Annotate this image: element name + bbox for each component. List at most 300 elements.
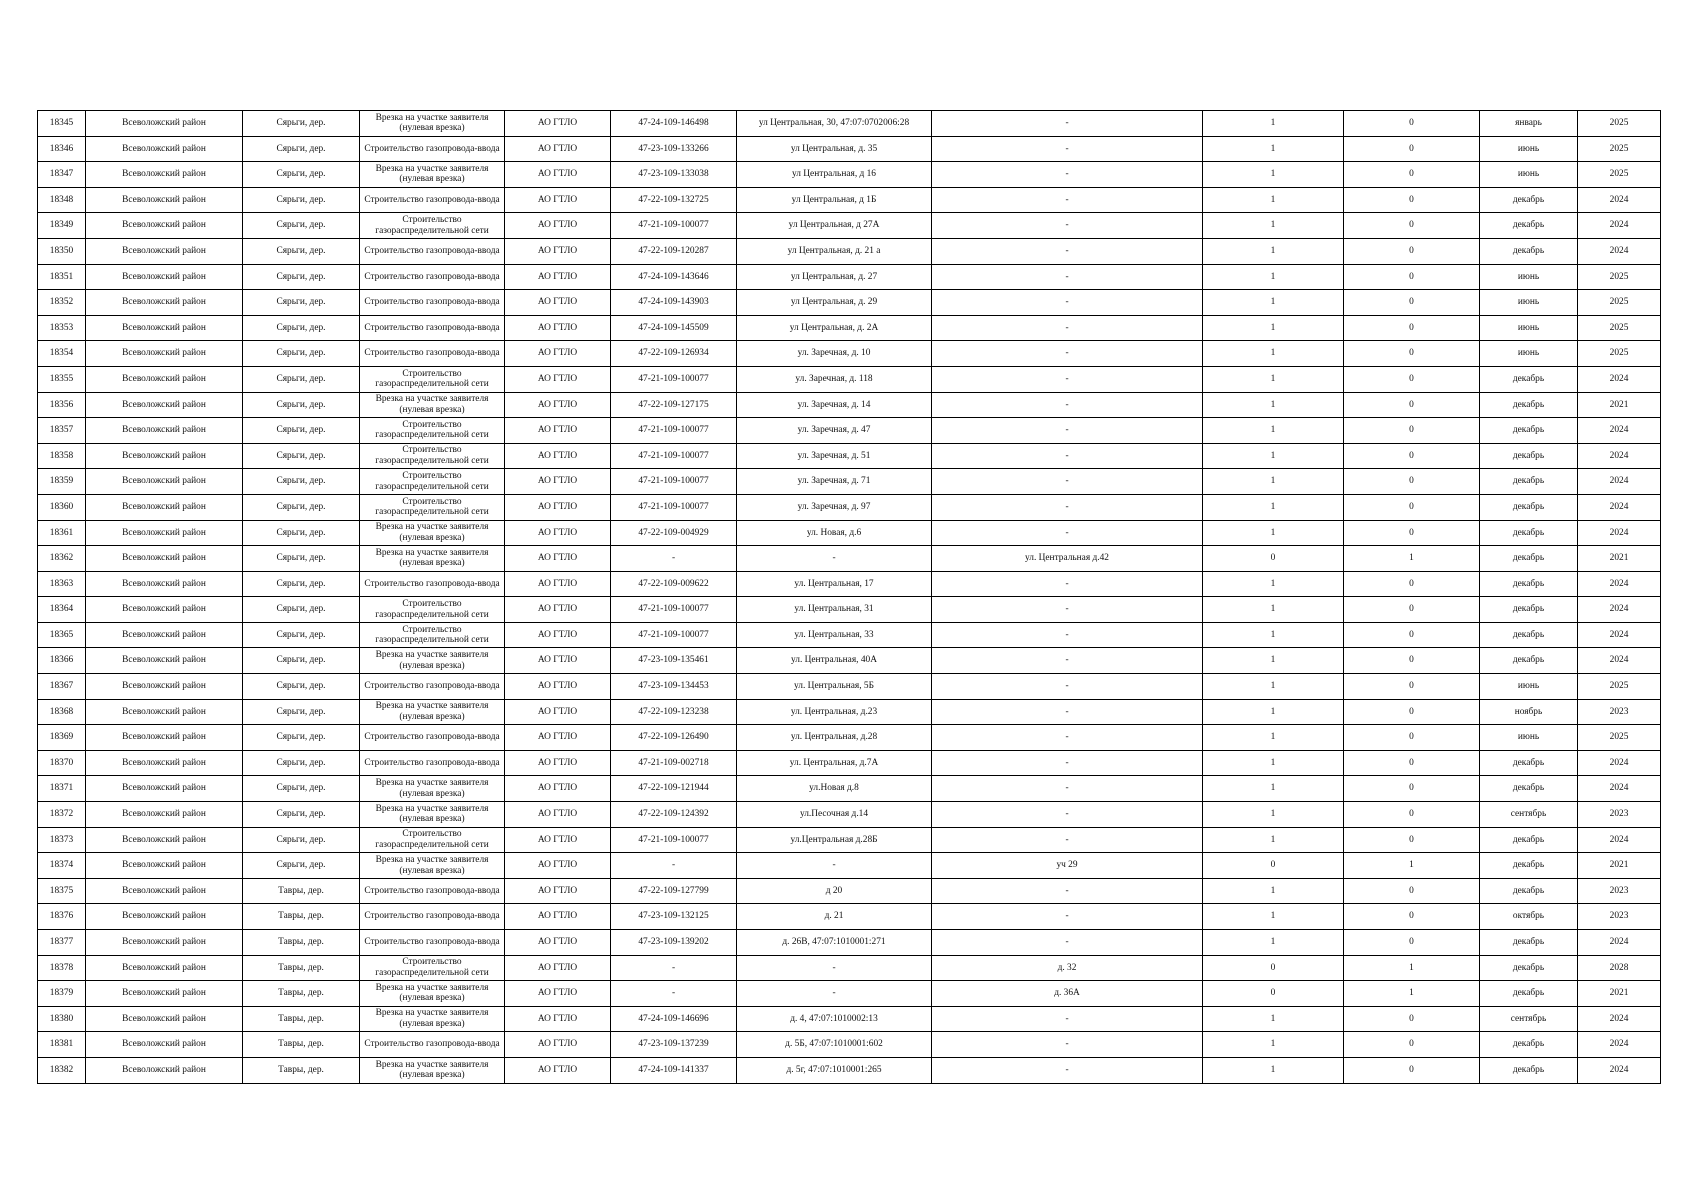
cell-district: Всеволожский район: [86, 776, 243, 802]
cell-district: Всеволожский район: [86, 981, 243, 1007]
cell-district: Всеволожский район: [86, 443, 243, 469]
cell-settlement: Сярьги, дер.: [243, 418, 360, 444]
cell-organization: АО ГТЛО: [505, 699, 611, 725]
cell-district: Всеволожский район: [86, 597, 243, 623]
cell-year: 2023: [1578, 802, 1661, 828]
cell-count-a: 1: [1203, 674, 1344, 700]
cell-record-number: 18370: [38, 750, 86, 776]
cell-alt-address: -: [932, 699, 1203, 725]
cell-count-a: 1: [1203, 750, 1344, 776]
cell-year: 2025: [1578, 315, 1661, 341]
cell-organization: АО ГТЛО: [505, 750, 611, 776]
cell-count-a: 1: [1203, 622, 1344, 648]
cell-work-type: Врезка на участке заявителя (нулевая врезка): [360, 392, 505, 418]
table-row: [38, 238, 1661, 264]
cell-year: 2024: [1578, 776, 1661, 802]
cell-month: ноябрь: [1480, 699, 1578, 725]
cell-work-type: Врезка на участке заявителя (нулевая врезка): [360, 1006, 505, 1032]
cell-application-number: 47-21-109-100077: [611, 418, 737, 444]
cell-district: Всеволожский район: [86, 392, 243, 418]
cell-alt-address: -: [932, 1057, 1203, 1083]
cell-record-number: 18351: [38, 264, 86, 290]
cell-month: июнь: [1480, 136, 1578, 162]
cell-address: ул.Песочная д.14: [737, 802, 932, 828]
cell-address: -: [737, 955, 932, 981]
table-row: [38, 1006, 1661, 1032]
cell-district: Всеволожский район: [86, 725, 243, 751]
cell-count-a: 1: [1203, 290, 1344, 316]
cell-organization: АО ГТЛО: [505, 904, 611, 930]
cell-application-number: -: [611, 955, 737, 981]
cell-month: декабрь: [1480, 597, 1578, 623]
cell-count-b: 0: [1344, 494, 1480, 520]
cell-work-type: Врезка на участке заявителя (нулевая врезка): [360, 111, 505, 137]
cell-year: 2023: [1578, 878, 1661, 904]
cell-settlement: Сярьги, дер.: [243, 111, 360, 137]
cell-alt-address: -: [932, 315, 1203, 341]
cell-organization: АО ГТЛО: [505, 315, 611, 341]
cell-alt-address: -: [932, 648, 1203, 674]
table-row: [38, 162, 1661, 188]
cell-address: ул. Центральная, 40А: [737, 648, 932, 674]
cell-count-b: 0: [1344, 648, 1480, 674]
cell-alt-address: д. 36А: [932, 981, 1203, 1007]
cell-count-b: 0: [1344, 238, 1480, 264]
table-row: [38, 1057, 1661, 1083]
cell-month: декабрь: [1480, 622, 1578, 648]
cell-count-a: 1: [1203, 802, 1344, 828]
cell-count-b: 0: [1344, 750, 1480, 776]
cell-address: ул.Новая д.8: [737, 776, 932, 802]
cell-count-b: 0: [1344, 162, 1480, 188]
table-row: [38, 111, 1661, 137]
cell-work-type: Строительство газораспределительной сети: [360, 213, 505, 239]
cell-district: Всеволожский район: [86, 750, 243, 776]
table-row: [38, 213, 1661, 239]
cell-year: 2023: [1578, 904, 1661, 930]
cell-month: декабрь: [1480, 494, 1578, 520]
cell-district: Всеволожский район: [86, 699, 243, 725]
cell-record-number: 18364: [38, 597, 86, 623]
cell-record-number: 18355: [38, 366, 86, 392]
table-row: [38, 802, 1661, 828]
cell-count-b: 0: [1344, 315, 1480, 341]
cell-count-a: 1: [1203, 699, 1344, 725]
table-row: [38, 853, 1661, 879]
cell-settlement: Сярьги, дер.: [243, 699, 360, 725]
cell-application-number: 47-23-109-133038: [611, 162, 737, 188]
cell-count-b: 0: [1344, 622, 1480, 648]
cell-application-number: 47-21-109-100077: [611, 213, 737, 239]
cell-organization: АО ГТЛО: [505, 136, 611, 162]
cell-organization: АО ГТЛО: [505, 802, 611, 828]
cell-year: 2028: [1578, 955, 1661, 981]
cell-settlement: Тавры, дер.: [243, 981, 360, 1007]
cell-address: ул. Центральная, 33: [737, 622, 932, 648]
cell-alt-address: -: [932, 776, 1203, 802]
cell-work-type: Строительство газопровода-ввода: [360, 264, 505, 290]
cell-settlement: Тавры, дер.: [243, 904, 360, 930]
cell-alt-address: -: [932, 136, 1203, 162]
cell-count-a: 1: [1203, 725, 1344, 751]
cell-work-type: Строительство газопровода-ввода: [360, 1032, 505, 1058]
cell-address: -: [737, 981, 932, 1007]
cell-application-number: 47-22-109-127175: [611, 392, 737, 418]
table-row: [38, 520, 1661, 546]
cell-work-type: Врезка на участке заявителя (нулевая врезка): [360, 802, 505, 828]
cell-organization: АО ГТЛО: [505, 1057, 611, 1083]
cell-address: ул. Центральная, 5Б: [737, 674, 932, 700]
cell-record-number: 18358: [38, 443, 86, 469]
cell-district: Всеволожский район: [86, 622, 243, 648]
table-row: [38, 290, 1661, 316]
cell-application-number: 47-23-109-139202: [611, 930, 737, 956]
cell-work-type: Строительство газопровода-ввода: [360, 725, 505, 751]
cell-alt-address: уч 29: [932, 853, 1203, 879]
cell-application-number: 47-21-109-100077: [611, 494, 737, 520]
cell-district: Всеволожский район: [86, 213, 243, 239]
cell-work-type: Врезка на участке заявителя (нулевая врезка): [360, 853, 505, 879]
cell-district: Всеволожский район: [86, 878, 243, 904]
cell-address: ул.Центральная д.28Б: [737, 827, 932, 853]
cell-alt-address: -: [932, 930, 1203, 956]
cell-district: Всеволожский район: [86, 136, 243, 162]
cell-count-b: 0: [1344, 290, 1480, 316]
cell-settlement: Сярьги, дер.: [243, 622, 360, 648]
table-row: [38, 366, 1661, 392]
cell-count-a: 1: [1203, 878, 1344, 904]
cell-count-a: 1: [1203, 341, 1344, 367]
cell-record-number: 18368: [38, 699, 86, 725]
cell-organization: АО ГТЛО: [505, 571, 611, 597]
cell-month: декабрь: [1480, 1032, 1578, 1058]
cell-organization: АО ГТЛО: [505, 981, 611, 1007]
cell-count-b: 0: [1344, 776, 1480, 802]
cell-district: Всеволожский район: [86, 290, 243, 316]
cell-settlement: Сярьги, дер.: [243, 571, 360, 597]
cell-year: 2024: [1578, 750, 1661, 776]
table-row: [38, 392, 1661, 418]
cell-count-a: 1: [1203, 315, 1344, 341]
cell-address: ул. Заречная, д. 71: [737, 469, 932, 495]
cell-year: 2024: [1578, 418, 1661, 444]
cell-organization: АО ГТЛО: [505, 878, 611, 904]
cell-count-a: 1: [1203, 597, 1344, 623]
cell-year: 2025: [1578, 290, 1661, 316]
cell-count-a: 1: [1203, 520, 1344, 546]
table-row: [38, 469, 1661, 495]
cell-year: 2021: [1578, 853, 1661, 879]
cell-settlement: Сярьги, дер.: [243, 136, 360, 162]
cell-count-a: 1: [1203, 238, 1344, 264]
cell-address: д 20: [737, 878, 932, 904]
cell-settlement: Тавры, дер.: [243, 1057, 360, 1083]
cell-district: Всеволожский район: [86, 904, 243, 930]
cell-year: 2025: [1578, 725, 1661, 751]
cell-work-type: Врезка на участке заявителя (нулевая врезка): [360, 520, 505, 546]
cell-work-type: Строительство газораспределительной сети: [360, 443, 505, 469]
cell-count-a: 1: [1203, 392, 1344, 418]
cell-settlement: Сярьги, дер.: [243, 546, 360, 572]
cell-count-a: 1: [1203, 111, 1344, 137]
table-row: [38, 827, 1661, 853]
cell-count-b: 0: [1344, 725, 1480, 751]
cell-record-number: 18362: [38, 546, 86, 572]
cell-record-number: 18371: [38, 776, 86, 802]
table-row: [38, 622, 1661, 648]
cell-year: 2024: [1578, 648, 1661, 674]
cell-record-number: 18378: [38, 955, 86, 981]
cell-work-type: Строительство газораспределительной сети: [360, 827, 505, 853]
cell-organization: АО ГТЛО: [505, 264, 611, 290]
cell-count-b: 0: [1344, 213, 1480, 239]
cell-organization: АО ГТЛО: [505, 238, 611, 264]
cell-record-number: 18359: [38, 469, 86, 495]
cell-work-type: Строительство газопровода-ввода: [360, 750, 505, 776]
cell-organization: АО ГТЛО: [505, 494, 611, 520]
cell-address: ул. Заречная, д. 97: [737, 494, 932, 520]
cell-address: ул. Центральная, д.23: [737, 699, 932, 725]
cell-organization: АО ГТЛО: [505, 955, 611, 981]
cell-record-number: 18357: [38, 418, 86, 444]
cell-count-b: 0: [1344, 1006, 1480, 1032]
cell-district: Всеволожский район: [86, 520, 243, 546]
cell-application-number: 47-21-109-100077: [611, 597, 737, 623]
cell-month: июнь: [1480, 725, 1578, 751]
cell-address: ул Центральная, д. 29: [737, 290, 932, 316]
cell-application-number: 47-22-109-120287: [611, 238, 737, 264]
cell-address: ул. Заречная, д. 10: [737, 341, 932, 367]
cell-district: Всеволожский район: [86, 1057, 243, 1083]
cell-application-number: 47-22-109-004929: [611, 520, 737, 546]
cell-record-number: 18377: [38, 930, 86, 956]
cell-count-b: 0: [1344, 264, 1480, 290]
cell-application-number: 47-21-109-100077: [611, 827, 737, 853]
cell-year: 2025: [1578, 674, 1661, 700]
cell-address: д. 5Б, 47:07:1010001:602: [737, 1032, 932, 1058]
cell-address: -: [737, 853, 932, 879]
cell-district: Всеволожский район: [86, 162, 243, 188]
cell-address: ул Центральная, д. 2А: [737, 315, 932, 341]
cell-year: 2025: [1578, 264, 1661, 290]
cell-count-a: 0: [1203, 955, 1344, 981]
cell-record-number: 18360: [38, 494, 86, 520]
cell-year: 2024: [1578, 1057, 1661, 1083]
cell-alt-address: -: [932, 341, 1203, 367]
cell-application-number: 47-21-109-002718: [611, 750, 737, 776]
cell-settlement: Сярьги, дер.: [243, 187, 360, 213]
cell-record-number: 18356: [38, 392, 86, 418]
cell-application-number: -: [611, 546, 737, 572]
cell-address: ул. Заречная, д. 51: [737, 443, 932, 469]
cell-organization: АО ГТЛО: [505, 341, 611, 367]
cell-month: декабрь: [1480, 443, 1578, 469]
cell-alt-address: -: [932, 290, 1203, 316]
cell-count-b: 0: [1344, 392, 1480, 418]
cell-application-number: 47-21-109-100077: [611, 469, 737, 495]
cell-count-b: 0: [1344, 366, 1480, 392]
cell-alt-address: -: [932, 1006, 1203, 1032]
cell-count-a: 1: [1203, 1032, 1344, 1058]
cell-address: ул Центральная, д 16: [737, 162, 932, 188]
cell-count-a: 1: [1203, 571, 1344, 597]
cell-count-a: 1: [1203, 1006, 1344, 1032]
cell-year: 2024: [1578, 827, 1661, 853]
cell-district: Всеволожский район: [86, 418, 243, 444]
cell-year: 2025: [1578, 136, 1661, 162]
cell-organization: АО ГТЛО: [505, 546, 611, 572]
cell-alt-address: -: [932, 520, 1203, 546]
cell-address: ул Центральная, д. 35: [737, 136, 932, 162]
cell-organization: АО ГТЛО: [505, 853, 611, 879]
cell-district: Всеволожский район: [86, 955, 243, 981]
cell-count-a: 0: [1203, 853, 1344, 879]
cell-settlement: Тавры, дер.: [243, 878, 360, 904]
cell-alt-address: -: [932, 750, 1203, 776]
cell-alt-address: -: [932, 418, 1203, 444]
cell-work-type: Врезка на участке заявителя (нулевая врезка): [360, 699, 505, 725]
table-row: [38, 904, 1661, 930]
cell-alt-address: -: [932, 827, 1203, 853]
cell-address: ул. Центральная, д.28: [737, 725, 932, 751]
cell-year: 2021: [1578, 546, 1661, 572]
cell-alt-address: -: [932, 1032, 1203, 1058]
cell-count-a: 1: [1203, 187, 1344, 213]
cell-organization: АО ГТЛО: [505, 443, 611, 469]
cell-year: 2024: [1578, 520, 1661, 546]
cell-month: январь: [1480, 111, 1578, 137]
cell-application-number: 47-24-109-145509: [611, 315, 737, 341]
cell-month: декабрь: [1480, 648, 1578, 674]
table-row: [38, 494, 1661, 520]
cell-organization: АО ГТЛО: [505, 366, 611, 392]
cell-work-type: Строительство газопровода-ввода: [360, 571, 505, 597]
cell-record-number: 18352: [38, 290, 86, 316]
cell-settlement: Сярьги, дер.: [243, 341, 360, 367]
cell-work-type: Строительство газораспределительной сети: [360, 418, 505, 444]
cell-count-b: 0: [1344, 1057, 1480, 1083]
cell-alt-address: -: [932, 904, 1203, 930]
cell-year: 2024: [1578, 187, 1661, 213]
cell-year: 2024: [1578, 238, 1661, 264]
cell-record-number: 18367: [38, 674, 86, 700]
cell-count-b: 0: [1344, 111, 1480, 137]
cell-month: июнь: [1480, 290, 1578, 316]
cell-alt-address: -: [932, 366, 1203, 392]
cell-work-type: Врезка на участке заявителя (нулевая врезка): [360, 162, 505, 188]
cell-address: д. 5г, 47:07:1010001:265: [737, 1057, 932, 1083]
cell-district: Всеволожский район: [86, 853, 243, 879]
cell-month: декабрь: [1480, 213, 1578, 239]
cell-application-number: 47-23-109-137239: [611, 1032, 737, 1058]
cell-district: Всеволожский район: [86, 648, 243, 674]
cell-record-number: 18349: [38, 213, 86, 239]
cell-work-type: Врезка на участке заявителя (нулевая врезка): [360, 1057, 505, 1083]
cell-application-number: 47-21-109-100077: [611, 622, 737, 648]
cell-record-number: 18345: [38, 111, 86, 137]
cell-month: сентябрь: [1480, 1006, 1578, 1032]
cell-settlement: Сярьги, дер.: [243, 264, 360, 290]
cell-count-b: 0: [1344, 520, 1480, 546]
cell-organization: АО ГТЛО: [505, 622, 611, 648]
cell-organization: АО ГТЛО: [505, 1032, 611, 1058]
cell-address: -: [737, 546, 932, 572]
cell-address: ул. Заречная, д. 118: [737, 366, 932, 392]
cell-count-b: 0: [1344, 802, 1480, 828]
cell-work-type: Строительство газопровода-ввода: [360, 674, 505, 700]
cell-organization: АО ГТЛО: [505, 213, 611, 239]
cell-address: д. 21: [737, 904, 932, 930]
cell-month: декабрь: [1480, 981, 1578, 1007]
cell-organization: АО ГТЛО: [505, 392, 611, 418]
cell-work-type: Строительство газораспределительной сети: [360, 366, 505, 392]
cell-count-a: 0: [1203, 981, 1344, 1007]
cell-application-number: 47-22-109-009622: [611, 571, 737, 597]
cell-year: 2024: [1578, 571, 1661, 597]
table-row: [38, 546, 1661, 572]
cell-alt-address: -: [932, 622, 1203, 648]
cell-settlement: Сярьги, дер.: [243, 162, 360, 188]
cell-record-number: 18379: [38, 981, 86, 1007]
cell-year: 2025: [1578, 162, 1661, 188]
cell-count-a: 1: [1203, 136, 1344, 162]
cell-count-b: 1: [1344, 546, 1480, 572]
cell-district: Всеволожский район: [86, 494, 243, 520]
cell-record-number: 18373: [38, 827, 86, 853]
cell-count-a: 1: [1203, 443, 1344, 469]
cell-count-b: 0: [1344, 136, 1480, 162]
cell-application-number: 47-24-109-143903: [611, 290, 737, 316]
cell-work-type: Врезка на участке заявителя (нулевая врезка): [360, 648, 505, 674]
cell-year: 2024: [1578, 494, 1661, 520]
cell-organization: АО ГТЛО: [505, 674, 611, 700]
cell-settlement: Сярьги, дер.: [243, 392, 360, 418]
cell-settlement: Сярьги, дер.: [243, 443, 360, 469]
cell-settlement: Сярьги, дер.: [243, 725, 360, 751]
cell-alt-address: -: [932, 392, 1203, 418]
cell-address: ул Центральная, д. 21 а: [737, 238, 932, 264]
cell-count-b: 1: [1344, 853, 1480, 879]
cell-organization: АО ГТЛО: [505, 776, 611, 802]
cell-alt-address: -: [932, 238, 1203, 264]
cell-year: 2024: [1578, 469, 1661, 495]
cell-alt-address: ул. Центральная д.42: [932, 546, 1203, 572]
cell-district: Всеволожский район: [86, 674, 243, 700]
cell-organization: АО ГТЛО: [505, 597, 611, 623]
cell-work-type: Строительство газораспределительной сети: [360, 469, 505, 495]
cell-month: октябрь: [1480, 904, 1578, 930]
cell-count-b: 0: [1344, 571, 1480, 597]
cell-record-number: 18346: [38, 136, 86, 162]
table-row: [38, 648, 1661, 674]
cell-count-a: 1: [1203, 162, 1344, 188]
cell-count-b: 0: [1344, 1032, 1480, 1058]
table-row: [38, 981, 1661, 1007]
cell-settlement: Сярьги, дер.: [243, 853, 360, 879]
cell-month: декабрь: [1480, 853, 1578, 879]
document-page: [37, 110, 1661, 1084]
cell-count-b: 0: [1344, 418, 1480, 444]
table-row: [38, 1032, 1661, 1058]
cell-application-number: -: [611, 981, 737, 1007]
table-row: [38, 264, 1661, 290]
cell-alt-address: -: [932, 111, 1203, 137]
cell-alt-address: -: [932, 162, 1203, 188]
cell-year: 2024: [1578, 1006, 1661, 1032]
cell-year: 2024: [1578, 930, 1661, 956]
cell-count-b: 0: [1344, 469, 1480, 495]
table-row: [38, 187, 1661, 213]
